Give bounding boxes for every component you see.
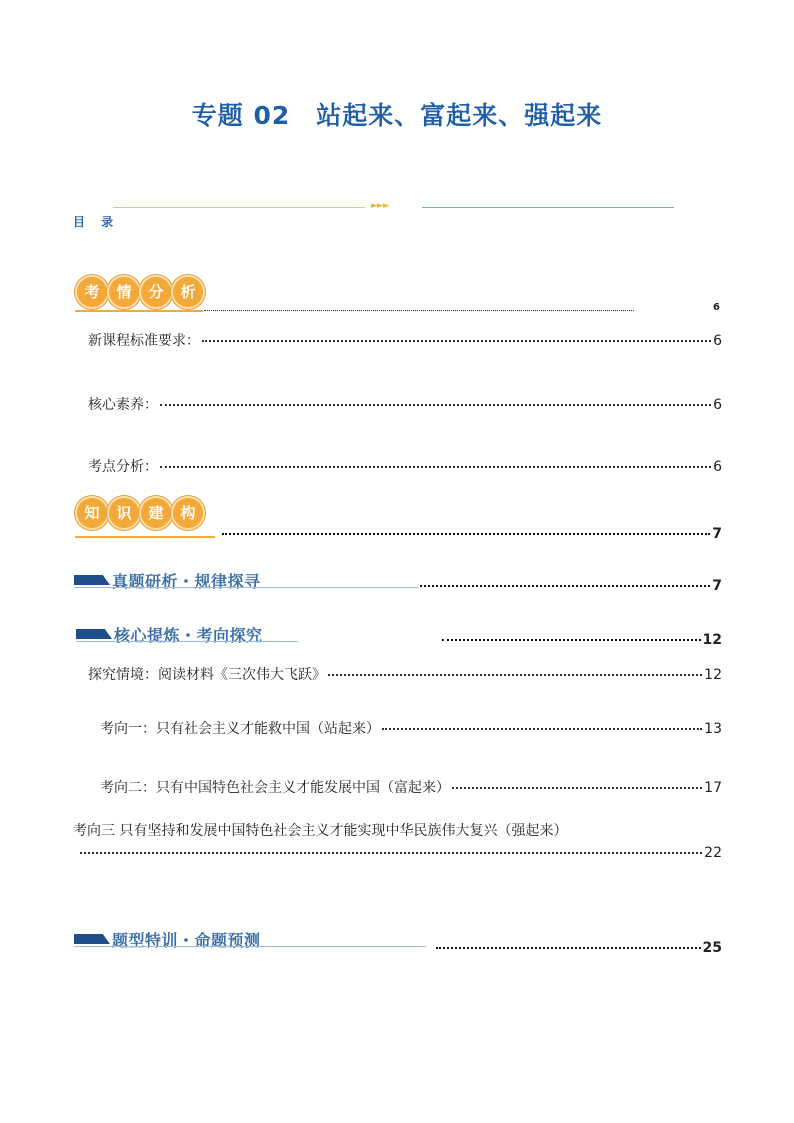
toc-page-number: 12 — [704, 667, 722, 683]
banner-underline — [76, 641, 298, 642]
toc-entry-label: 探究情境：阅读材料《三次伟大飞跃》 — [88, 667, 326, 683]
toc-entry-label: 核心素养： — [88, 397, 158, 413]
toc-leader-dots — [442, 639, 701, 641]
toc-leader-dots — [436, 947, 701, 949]
toc-entry[interactable] — [220, 526, 722, 542]
badge-char: 考 — [75, 275, 109, 309]
toc-leader-dots — [202, 340, 711, 342]
badge-kaoqing-fenxi[interactable] — [75, 274, 203, 310]
banner-label: 题型特训・命题预测 — [112, 931, 261, 950]
toc-page-number: 6 — [713, 333, 722, 349]
toc-entry-label: 新课程标准要求： — [88, 333, 200, 349]
toc-entry-label: 考向一：只有社会主义才能救中国（站起来） — [100, 721, 380, 737]
badge-underline — [75, 536, 215, 538]
banner-flag-icon — [74, 934, 110, 944]
badge-char: 分 — [139, 275, 173, 309]
toc-leader-dots — [160, 404, 711, 406]
banner-underline — [74, 946, 426, 947]
toc-entry[interactable] — [78, 845, 722, 861]
toc-entry-label: 考向二：只有中国特色社会主义才能发展中国（富起来） — [100, 780, 450, 796]
toc-leader-dots — [420, 585, 710, 587]
badge-char: 构 — [171, 496, 205, 530]
toc-page-number: 12 — [702, 632, 722, 648]
toc-page-number: 7 — [712, 578, 722, 594]
toc-entry[interactable] — [88, 664, 722, 684]
toc-entry[interactable] — [100, 777, 722, 797]
badge-char: 析 — [171, 275, 205, 309]
divider-right — [422, 207, 674, 208]
toc-entry[interactable] — [434, 940, 722, 956]
badge-char: 识 — [107, 496, 141, 530]
toc-entry[interactable] — [88, 330, 722, 350]
toc-entry[interactable] — [418, 578, 722, 594]
badge-zhishi-jiangou[interactable] — [75, 495, 203, 531]
toc-entry[interactable] — [100, 718, 722, 738]
toc-leader-dots — [204, 310, 634, 311]
toc-page-number: 25 — [702, 940, 722, 956]
banner-label: 核心提炼・考向探究 — [114, 626, 263, 645]
toc-leader-dots — [328, 674, 702, 676]
toc-page-number: 17 — [704, 780, 722, 796]
toc-leader-dots — [452, 787, 702, 789]
toc-page-number: 22 — [704, 845, 722, 861]
toc-entry[interactable] — [88, 394, 722, 414]
toc-leader-dots — [80, 852, 702, 854]
badge-underline — [75, 310, 203, 312]
banner-hexin-tilian[interactable] — [76, 625, 296, 645]
toc-page-number[interactable]: 6 — [713, 302, 720, 313]
badge-char: 知 — [75, 496, 109, 530]
divider-left — [113, 207, 365, 208]
banner-tixing-texun[interactable] — [74, 930, 426, 950]
banner-label: 真题研析・规律探寻 — [112, 572, 261, 591]
toc-entry-label[interactable]: 考向三 只有坚持和发展中国特色社会主义才能实现中华民族伟大复兴（强起来） — [73, 823, 568, 839]
toc-page-number: 6 — [713, 459, 722, 475]
toc-page-number: 7 — [712, 526, 722, 542]
toc-leader-dots — [382, 728, 702, 730]
toc-page-number: 6 — [713, 397, 722, 413]
toc-entry[interactable] — [88, 456, 722, 476]
toc-entry[interactable] — [440, 632, 722, 648]
toc-heading: 目 录 — [73, 215, 120, 229]
document-title: 专题 02 站起来、富起来、强起来 — [191, 101, 603, 130]
banner-flag-icon — [76, 629, 112, 639]
banner-flag-icon — [74, 575, 110, 585]
badge-char: 建 — [139, 496, 173, 530]
toc-page-number: 13 — [704, 721, 722, 737]
banner-underline — [74, 587, 418, 588]
badge-char: 情 — [107, 275, 141, 309]
divider-arrows-icon: ►►► — [371, 201, 389, 211]
toc-leader-dots — [222, 533, 710, 535]
toc-entry-label: 考点分析： — [88, 459, 158, 475]
banner-zhenti-yanxi[interactable] — [74, 571, 418, 591]
toc-leader-dots — [160, 466, 711, 468]
